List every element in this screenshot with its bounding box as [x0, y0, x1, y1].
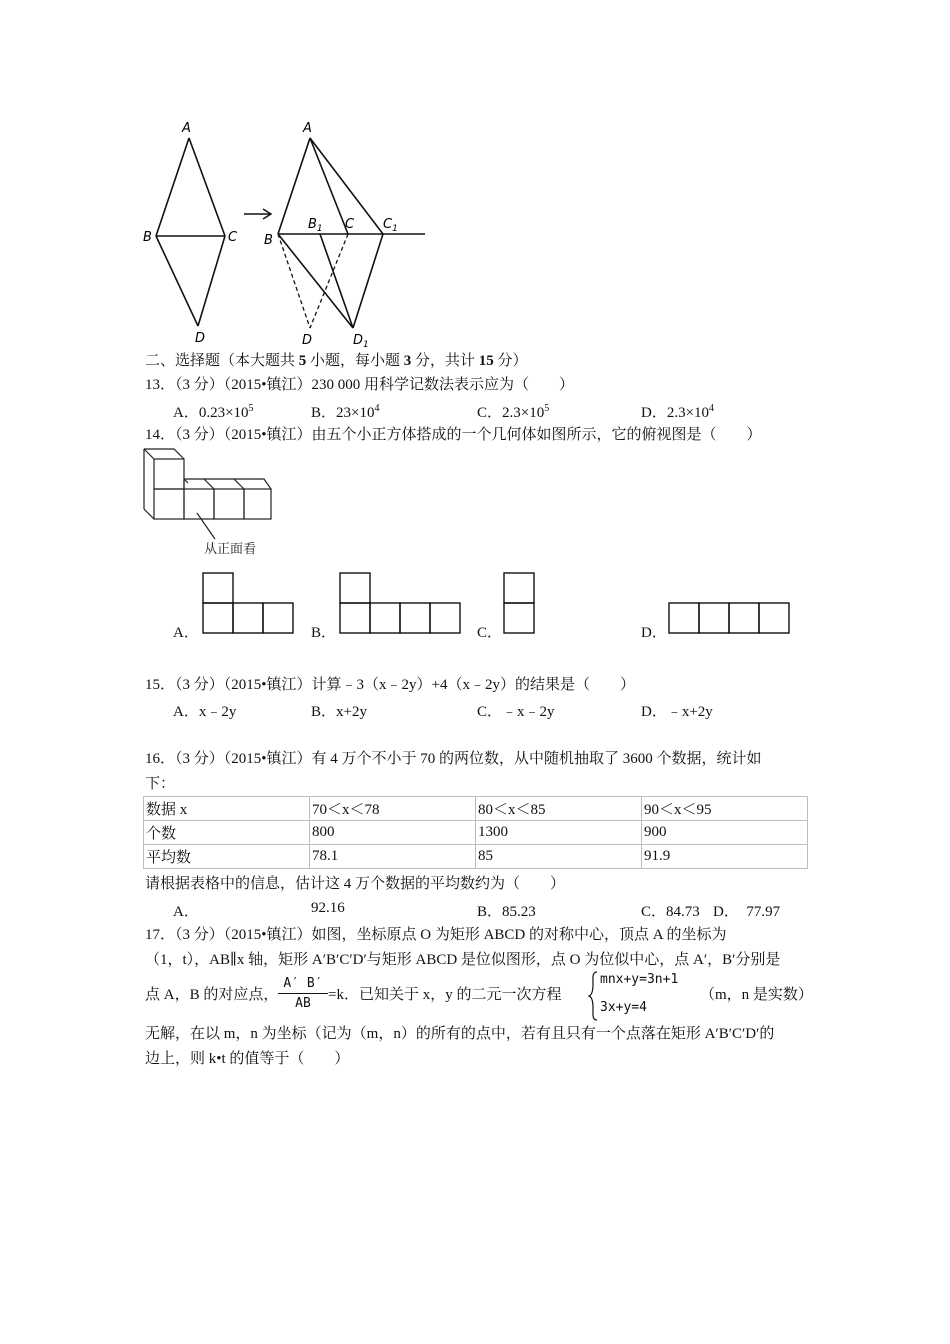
table-cell: 85 — [476, 845, 642, 869]
table-cell: 900 — [642, 821, 808, 845]
table-row — [144, 821, 808, 845]
q14-option-d-shape — [667, 601, 793, 637]
q16-stem-line1: 16．（3 分）（2015•镇江）有 4 万个不小于 70 的两位数，从中随机抽取了 3600 个数据，统计如 — [145, 751, 762, 767]
q17-fraction — [278, 975, 328, 1014]
table-cell: 数据 x — [144, 797, 310, 821]
fraction-numerator: A′ B′ — [278, 975, 328, 994]
table-row — [144, 845, 808, 869]
table-cell: 个数 — [144, 821, 310, 845]
q13-stem: 13．（3 分）（2015•镇江）230 000 用科学记数法表示应为（ ） — [145, 377, 575, 393]
table-row — [144, 797, 808, 821]
q17-line3-post: （m，n 是实数） — [700, 987, 813, 1003]
q17-line4: 无解，在以 m，n 为坐标（记为（m，n）的所有的点中，若有且只有一个点落在矩形 A′B′C′D′的 — [145, 1026, 775, 1042]
q17-equation-system — [588, 970, 698, 1022]
q14-option-b-shape — [338, 571, 463, 637]
q17-line3-pre: 点 A，B 的对应点， — [145, 987, 279, 1003]
q16-option-c: C．84.73 — [641, 904, 700, 920]
q17-line2: （1，t），AB∥x 轴，矩形 A′B′C′D′与矩形 ABCD 是位似图形，点 O 为位似中心，点 A′，B′分别是 — [145, 952, 781, 968]
q14-option-c-shape — [502, 571, 538, 637]
label-C1-right: $C_1$ — [383, 217, 398, 234]
q15-option-a: A．x﹣2y — [173, 704, 237, 720]
table-cell: 70＜x＜78 — [310, 797, 476, 821]
table-cell: 80＜x＜85 — [476, 797, 642, 821]
q13-option-d: D．$2.3\times 10^4$ — [641, 403, 715, 421]
q14-option-a-label: A． — [173, 625, 199, 641]
q16-stem-line2: 下： — [145, 776, 176, 792]
q16-option-d: D． 77.97 — [713, 904, 781, 920]
table-cell: 1300 — [476, 821, 642, 845]
q17-line3-mid: =k．已知关于 x，y 的二元一次方程 — [328, 987, 562, 1003]
q17-line5: 边上，则 k•t 的值等于（ ） — [145, 1051, 350, 1067]
q14-stem: 14．（3 分）（2015•镇江）由五个小正方体搭成的一个几何体如图所示，它的俯视图是（ ） — [145, 427, 762, 443]
q16-option-a-label: A． — [173, 904, 199, 920]
label-C-left: C — [228, 230, 238, 245]
label-B-left: B — [143, 230, 152, 245]
q14-option-a-shape — [201, 571, 296, 637]
q13-option-b: B．$23\times 10^4$ — [311, 403, 380, 421]
fraction-denominator: AB — [295, 996, 311, 1011]
q14-option-c-label: C． — [477, 625, 503, 641]
table-cell: 平均数 — [144, 845, 310, 869]
equation-2: 3x+y=4 — [600, 1000, 647, 1015]
q14-option-b-label: B． — [311, 625, 337, 641]
q13-option-c: C．$2.3\times 10^5$ — [477, 403, 550, 421]
label-A-left: A — [182, 121, 191, 136]
table-cell: 91.9 — [642, 845, 808, 869]
q16-option-a-value: 92.16 — [311, 900, 345, 916]
table-cell: 800 — [310, 821, 476, 845]
q16-data-table — [143, 796, 808, 869]
q15-option-c: C．﹣x﹣2y — [477, 704, 555, 720]
q13-option-a: A．$0.23\times 10^5$ — [173, 403, 254, 421]
label-B-right: B — [264, 233, 273, 248]
label-D-left: D — [195, 331, 206, 346]
q15-option-d: D．﹣x+2y — [641, 704, 713, 720]
table-cell: 78.1 — [310, 845, 476, 869]
equation-1: mnx+y=3n+1 — [600, 972, 679, 987]
q16-question: 请根据表格中的信息，估计这 4 万个数据的平均数约为（ ） — [145, 876, 566, 892]
q16-option-b: B．85.23 — [477, 904, 536, 920]
section-heading: 二、选择题（本大题共 5 小题，每小题 3 分，共计 15 分） — [145, 353, 528, 369]
table-cell: 90＜x＜95 — [642, 797, 808, 821]
label-B1-right: $B_1$ — [308, 217, 323, 234]
q14-caption: 从正面看 — [204, 542, 257, 557]
q15-stem: 15．（3 分）（2015•镇江）计算﹣3（x﹣2y）+4（x﹣2y）的结果是（ ） — [145, 677, 635, 693]
label-D1-right: $D_1$ — [353, 333, 369, 350]
q14-option-d-label: D． — [641, 625, 667, 641]
q17-line1: 17．（3 分）（2015•镇江）如图，坐标原点 O 为矩形 ABCD 的对称中心，顶点 A 的坐标为 — [145, 927, 727, 943]
label-D-right: D — [302, 333, 313, 348]
q15-option-b: B．x+2y — [311, 704, 367, 720]
rhombus-figure — [140, 118, 440, 350]
left-brace-icon — [588, 970, 598, 1022]
q14-solid-figure — [140, 445, 280, 557]
label-C-right: C — [345, 217, 355, 232]
label-A-right: A — [303, 121, 312, 136]
